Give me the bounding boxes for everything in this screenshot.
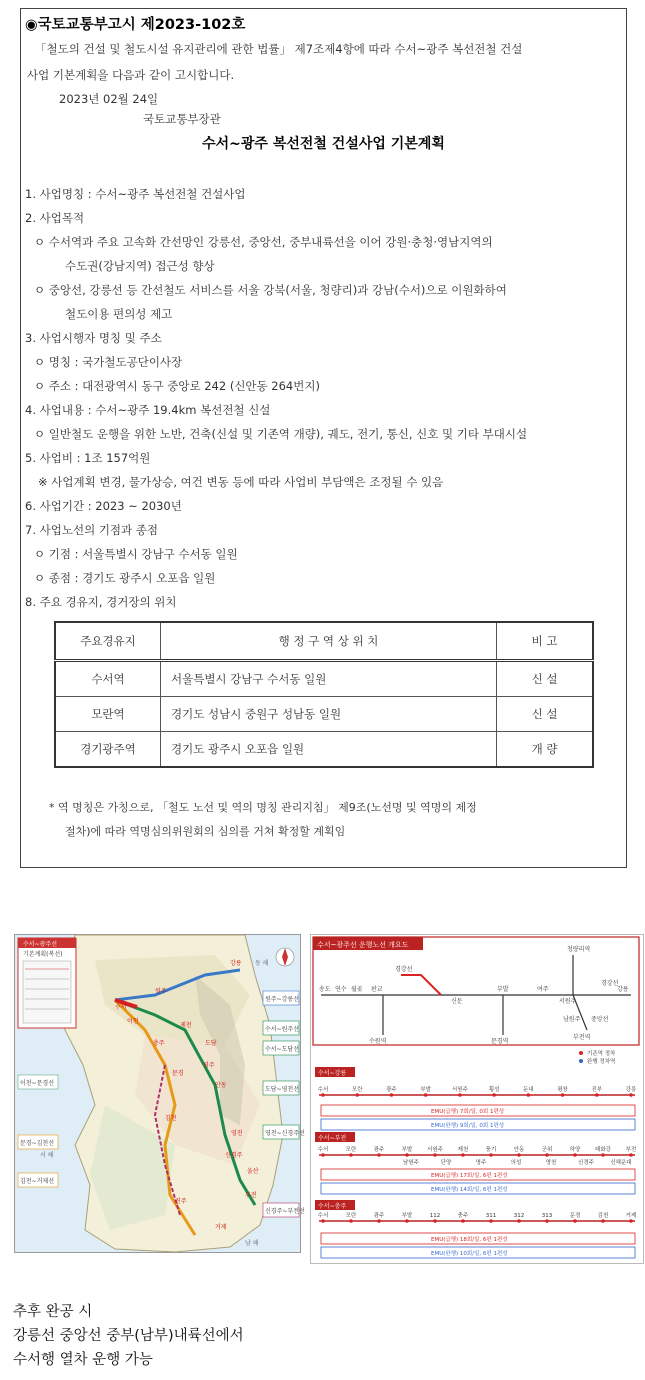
diagram-station-name: 수서: [317, 1213, 329, 1219]
map-city: 도담: [205, 1040, 217, 1047]
diagram-station-dot: [390, 1093, 394, 1097]
item-5: 5. 사업비 : 1조 157억원: [25, 451, 151, 465]
diagram-station: 부발: [497, 986, 509, 993]
diagram-station-layer: [318, 1085, 637, 1223]
diagram-service: EMU(완행) 14회/일, 6편 1편성: [431, 1187, 508, 1193]
diagram-station-name: 김천: [597, 1213, 609, 1219]
diagram-station-name: 남원주: [403, 1160, 419, 1166]
map-city: 신경주: [225, 1152, 243, 1159]
diagram-station-dot: [517, 1153, 521, 1157]
map-route-label: 영천~신경주선: [265, 1130, 305, 1137]
map-route-label: 수서~도담선: [265, 1046, 300, 1053]
table-cell: 모란역: [55, 697, 161, 732]
diagram-station-name: 하양: [569, 1147, 581, 1153]
diagram-station-name: 112: [429, 1213, 441, 1219]
stations-table: [54, 621, 594, 768]
diagram-station: 수원역: [369, 1038, 387, 1045]
map-city: 영주: [203, 1062, 215, 1069]
table-row: [55, 697, 593, 732]
diagram-station-name: 313: [541, 1213, 553, 1219]
map-city: 문경: [172, 1070, 184, 1077]
diagram-graphic: [311, 935, 643, 1263]
diagram-station-name: 영주: [475, 1160, 487, 1166]
diagram-station: 중앙선: [591, 1016, 609, 1023]
diagram-service: EMU(완행) 9회/일, 0회 1편성: [431, 1123, 505, 1129]
map-route-label: 도담~영천선: [265, 1086, 300, 1093]
diagram-station: 신둔: [451, 998, 463, 1005]
diagram-station-dot: [433, 1153, 437, 1157]
diagram-station-name: 충주: [457, 1213, 469, 1219]
diagram-station-name: 군위: [541, 1147, 553, 1153]
diagram-station-dot: [492, 1093, 496, 1097]
map-city: 원주: [155, 988, 167, 995]
item-5-note: ※ 사업계획 변경, 물가상승, 여건 변동 등에 따라 사업비 부담액은 조정될 수 있음: [38, 475, 444, 489]
diagram-station-name: 광주: [373, 1213, 385, 1219]
table-cell: 개 량: [497, 732, 594, 768]
map-legend-sub: 기본계획(복선): [23, 951, 63, 958]
diagram-station-dot: [355, 1093, 359, 1097]
diagram-station-dot: [595, 1093, 599, 1097]
diagram-station-name: 제천: [457, 1147, 469, 1153]
diagram-service: EMU(급행) 7회/일, 0회 1편성: [431, 1109, 505, 1115]
diagram-station-name: 태화강: [595, 1147, 611, 1153]
diagram-station: 청량리역: [567, 946, 591, 953]
diagram-line-1: [315, 1067, 635, 1130]
route-map: [14, 934, 305, 1253]
map-city: 이천: [127, 1018, 139, 1025]
diagram-station-name: 부발: [420, 1087, 431, 1093]
notice-header: ◉국토교통부고시 제2023-102호: [25, 17, 246, 33]
item-6: 6. 사업기간 : 2023 ~ 2030년: [25, 499, 182, 513]
diagram-station-dot: [517, 1219, 521, 1223]
table-cell: 경기도 광주시 오포읍 일원: [161, 732, 497, 768]
plan-title: 수서~광주 복선전철 건설사업 기본계획: [202, 136, 445, 152]
table-cell: 수서역: [55, 661, 161, 697]
diagram-station: 연수: [335, 986, 347, 993]
diagram-station-name: 서원주: [451, 1087, 468, 1093]
diagram-station-name: 영천: [545, 1160, 557, 1166]
diagram-station-dot: [433, 1219, 437, 1223]
diagram-station-name: 거제: [625, 1213, 637, 1219]
diagram-station-dot: [629, 1153, 633, 1157]
item-7: 7. 사업노선의 기점과 종점: [25, 523, 159, 537]
map-city: 충주: [153, 1040, 165, 1047]
diagram-station-dot: [458, 1093, 462, 1097]
map-city: 수서: [115, 1004, 127, 1011]
diagram-station-name: 안동: [513, 1147, 525, 1153]
diagram-station: 송도: [319, 986, 331, 993]
diagram-station: 여주: [537, 986, 549, 993]
diagram-station-name: 신경주: [578, 1160, 594, 1166]
note-line-1: * 역 명칭은 가칭으로, 「철도 노선 및 역의 명칭 관리지침」 제9조(노선명 및 역명의 제정: [49, 801, 477, 814]
table-row: [55, 732, 593, 768]
map-route-label: 신경주~부전선: [265, 1208, 305, 1215]
item-4: 4. 사업내용 : 수서~광주 19.4km 복선전철 신설: [25, 403, 271, 417]
item-2-a-cont: 수도권(강남지역) 접근성 향상: [65, 259, 215, 273]
diagram-station-name: 311: [485, 1213, 497, 1219]
diagram-station: 판교: [371, 986, 383, 993]
map-city: 제천: [180, 1022, 192, 1029]
diagram-station-dot: [377, 1219, 381, 1223]
item-1: 1. 사업명칭 : 수서~광주 복선전철 건설사업: [25, 187, 246, 201]
map-sea-east: 동 해: [255, 960, 269, 967]
notice-date: 2023년 02월 24일: [59, 92, 159, 106]
item-2: 2. 사업목적: [25, 211, 85, 225]
diagram-station-name: 문경: [569, 1213, 581, 1219]
diagram-station-name: 횡성: [488, 1087, 500, 1093]
item-2-b-cont: 철도이용 편의성 제고: [65, 307, 173, 321]
intro-line-1: 「철도의 건설 및 철도시설 유지관리에 관한 법률」 제7조제4항에 따라 수서~광주 복선전철 건설: [35, 42, 523, 56]
route-diagram: [310, 934, 644, 1264]
map-city: 안동: [215, 1082, 227, 1089]
diagram-station: 남원주: [563, 1016, 581, 1023]
diagram-station-name: 부발: [401, 1213, 413, 1219]
map-city: 진주: [175, 1198, 187, 1205]
footer-line-2: 강릉선 중앙선 중부(남부)내륙선에서: [13, 1328, 244, 1344]
diagram-station-name: 서원주: [427, 1147, 443, 1153]
diagram-line-label: 수서~부전: [318, 1135, 347, 1142]
diagram-legend-item: 완행 정차역: [587, 1059, 616, 1065]
diagram-station-name: 수서: [317, 1147, 329, 1153]
table-cell: 신 설: [497, 697, 594, 732]
map-route-label: 문경~김천선: [20, 1140, 55, 1147]
diagram-line-label: 수서~충주: [318, 1203, 347, 1210]
table-header: 비 고: [497, 622, 594, 661]
diagram-station: 경강선: [601, 980, 619, 987]
table-header: 행 정 구 역 상 위 치: [161, 622, 497, 661]
diagram-legend-item: 기존역 정차: [587, 1051, 616, 1057]
diagram-station-dot: [629, 1093, 633, 1097]
diagram-station-dot: [545, 1219, 549, 1223]
diagram-station-dot: [405, 1153, 409, 1157]
footer-line-1: 추후 완공 시: [13, 1304, 93, 1320]
map-sea-south: 남 해: [245, 1240, 259, 1247]
diagram-station: 월곶: [351, 986, 363, 993]
diagram-station-name: 부발: [401, 1147, 413, 1153]
map-city: 강릉: [230, 960, 242, 967]
diagram-station-name: 풍기: [485, 1147, 497, 1153]
table-header-row: [55, 622, 593, 661]
diagram-station-dot: [461, 1219, 465, 1223]
diagram-station-dot: [573, 1219, 577, 1223]
footer-line-3: 수서행 열차 운행 가능: [13, 1352, 153, 1368]
notice-box: [20, 8, 627, 868]
item-2-a: ㅇ 수서역과 주요 고속화 간선망인 강릉선, 중앙선, 중부내륙선을 이어 강원·충청·영남지역의: [34, 235, 493, 249]
compass-icon: [276, 948, 294, 966]
diagram-station-name: 신해운대: [610, 1160, 632, 1166]
notice-minister: 국토교통부장관: [143, 112, 221, 126]
diagram-line-label: 수서~강릉: [318, 1070, 347, 1077]
diagram-station-dot: [489, 1153, 493, 1157]
table-cell: 경기광주역: [55, 732, 161, 768]
diagram-station-dot: [321, 1093, 325, 1097]
item-4-detail: ㅇ 일반철도 운행을 위한 노반, 건축(신설 및 기존역 개량), 궤도, 전기, 통신, 신호 및 기타 부대시설: [34, 427, 528, 441]
map-route-label: 원주~강릉선: [265, 996, 300, 1003]
diagram-station-name: 둔내: [523, 1087, 534, 1093]
diagram-service: EMU(완행) 10회/일, 6편 1편성: [431, 1251, 508, 1257]
diagram-station-name: 312: [513, 1213, 525, 1219]
map-route-label: 이천~문경선: [20, 1080, 55, 1087]
diagram-title: 수서~광주선 운행노선 개요도: [317, 941, 409, 949]
table-cell: 경기도 성남시 중원구 성남동 일원: [161, 697, 497, 732]
map-route-label: 수서~원주선: [265, 1026, 300, 1033]
map-sea-west: 서 해: [40, 1152, 54, 1159]
diagram-station: 부전역: [573, 1034, 591, 1041]
diagram-station-name: 모란: [351, 1087, 363, 1093]
diagram-station-name: 광주: [386, 1087, 397, 1093]
diagram-station-name: 광주: [373, 1147, 385, 1153]
diagram-service: EMU(급행) 17회/일, 6편 1편성: [431, 1173, 508, 1179]
diagram-station-name: 의성: [510, 1160, 522, 1166]
item-2-b: ㅇ 중앙선, 강릉선 등 간선철도 서비스를 서울 강북(서울, 청량리)과 강남(수서)으로 이원화하여: [34, 283, 507, 297]
table-row: [55, 661, 593, 697]
table-header: 주요경유지: [55, 622, 161, 661]
diagram-station-dot: [573, 1153, 577, 1157]
item-7-end: ㅇ 종점 : 경기도 광주시 오포읍 일원: [34, 571, 216, 585]
diagram-station-dot: [489, 1219, 493, 1223]
diagram-service: EMU(급행) 18회/일, 6편 1편성: [431, 1237, 508, 1243]
diagram-station-name: 강릉: [625, 1087, 637, 1093]
intro-line-2: 사업 기본계획을 다음과 같이 고시합니다.: [27, 68, 235, 82]
diagram-station-name: 모란: [345, 1213, 357, 1219]
diagram-station-name: 수서: [317, 1087, 329, 1093]
table-cell: 신 설: [497, 661, 594, 697]
diagram-station-name: 부전: [625, 1147, 637, 1153]
diagram-station: 문경역: [491, 1038, 509, 1045]
map-graphic: [15, 935, 305, 1252]
diagram-station: 경강선: [395, 966, 413, 973]
map-route-label: 김천~거제선: [20, 1178, 55, 1185]
map-city: 부전: [245, 1192, 257, 1199]
diagram-station-name: 단양: [440, 1160, 452, 1166]
diagram-line-3: [315, 1200, 635, 1258]
diagram-station-dot: [321, 1219, 325, 1223]
diagram-station-dot: [461, 1153, 465, 1157]
item-3: 3. 사업시행자 명칭 및 주소: [25, 331, 162, 345]
note-line-2: 절차)에 따라 역명심의위원회의 심의를 거쳐 확정할 계획임: [65, 825, 346, 838]
diagram-station-dot: [601, 1219, 605, 1223]
diagram-station-dot: [424, 1093, 428, 1097]
map-city: 울산: [247, 1168, 259, 1175]
map-city: 김천: [165, 1115, 177, 1122]
diagram-station-dot: [527, 1093, 531, 1097]
diagram-station-name: 평창: [557, 1087, 568, 1093]
diagram-station-dot: [349, 1219, 353, 1223]
diagram-station-dot: [601, 1153, 605, 1157]
item-8: 8. 주요 경유지, 경거장의 위치: [25, 595, 177, 609]
item-3-name: ㅇ 명칭 : 국가철도공단이사장: [34, 355, 183, 369]
diagram-station-dot: [561, 1093, 565, 1097]
diagram-station: 서원주: [559, 998, 577, 1005]
diagram-station-dot: [545, 1153, 549, 1157]
diagram-station: 강릉: [617, 986, 629, 993]
map-legend-title: 수서~광주선: [23, 941, 58, 948]
diagram-station-name: 진부: [591, 1087, 603, 1093]
diagram-station-dot: [349, 1153, 353, 1157]
map-city: 거제: [215, 1224, 227, 1231]
map-city: 영천: [231, 1130, 243, 1137]
diagram-station-dot: [321, 1153, 325, 1157]
diagram-station-dot: [377, 1153, 381, 1157]
diagram-station-name: 모란: [345, 1147, 357, 1153]
item-3-address: ㅇ 주소 : 대전광역시 동구 중앙로 242 (신안동 264번지): [34, 379, 320, 393]
item-7-start: ㅇ 기점 : 서울특별시 강남구 수서동 일원: [34, 547, 238, 561]
table-cell: 서울특별시 강남구 수서동 일원: [161, 661, 497, 697]
diagram-legend: [579, 1049, 616, 1065]
diagram-station-dot: [405, 1219, 409, 1223]
diagram-station-dot: [629, 1219, 633, 1223]
